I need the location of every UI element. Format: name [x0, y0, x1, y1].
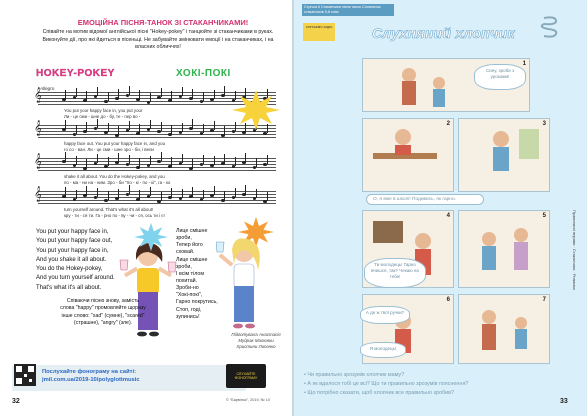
speech-bubble-1: Сину, зроби з уроками!: [474, 64, 526, 90]
page-title: ЕМОЦІЙНА ПІСНЯ-ТАНОК ЗІ СТАКАНЧИКАМИ!: [77, 18, 249, 27]
verse-line: Тепер його: [176, 242, 203, 249]
credits: Підготувала Анастасія Мудрак Малюнки Христини Лисенко: [231, 332, 281, 349]
comic-panel-7: [458, 294, 550, 364]
page-number-left: 32: [12, 398, 20, 405]
verse-line: сховай.: [176, 249, 195, 256]
treble-clef-icon: 𝄞: [34, 88, 42, 103]
side-strip-text: Правописні вправи · Стаканчики · Розмова: [572, 210, 577, 290]
boy-room-illustration: [459, 119, 549, 189]
lyrics-en: turn yourself around. That's what it's all about!: [64, 207, 154, 212]
speech-bubble-8: Я молодець!: [360, 342, 406, 358]
song-title-en: HOKEY-POKEY: [36, 68, 115, 79]
panel-number: 5: [542, 213, 546, 219]
verse-line: зупинись!: [176, 313, 200, 320]
verse-line: зроби,: [176, 263, 192, 270]
speech-bubble-7: А де ж твої ручки?: [360, 306, 410, 324]
verse-line: You put your happy face out,: [36, 238, 113, 245]
starburst-cyan: [134, 222, 168, 252]
verse-line: You put your happy face in,: [36, 229, 109, 235]
lyrics-ua: кру - ти - ся ти. Га - рно по - ву - чи - ся, ось ти і є!: [64, 212, 165, 218]
instruction-note: Співаючи пісню знову, замість слова "happy" промовляйте щоразу інше слово: "sad" (сумне), "scared" (страшне), "angry" (зле).: [60, 298, 146, 326]
lyrics-en: happy face out. You put your happy face in, and you: [64, 141, 166, 146]
verse-line: Лице смішне: [176, 228, 208, 234]
family-illustration: [459, 295, 549, 363]
audio-badge: СЛУХАЄМО АУДІО: [303, 23, 335, 41]
verse-line: You do the Hokey-pokey,: [36, 266, 103, 273]
verse-line: Гарно покрутись,: [176, 299, 218, 306]
comic-panel-5: [458, 210, 550, 288]
staff-lyrics: [64, 174, 276, 186]
comic-panel-3: [458, 118, 550, 192]
right-header-strip: Стрічка 6 Стаканчики пісня танок Словничок стаканчиків 5-й клас: [302, 4, 394, 16]
treble-clef-icon: 𝄞: [34, 121, 42, 136]
spring-logo-icon: [540, 14, 560, 42]
caption-panel-4: О, я вже в школі! Подивись, як гарно.: [366, 194, 484, 205]
spine: [292, 0, 294, 416]
question-3: • Що потрібно сказати, щоб хлопчик все правильно зробив?: [304, 390, 454, 396]
verse-line: Стоп, годі,: [176, 306, 202, 313]
boy-desk-illustration: [363, 119, 453, 189]
starburst-yellow: [232, 90, 280, 130]
verse-line: You put your happy face in,: [36, 247, 109, 254]
verse-line: зроби,: [176, 235, 192, 242]
intro-text: Співайте на мотив відомої англійської пісні "Hokey-pokey" і танцюйте зі стаканчиками в руках. Виконуйте дії, про які йдеться в пісеньці. Не забувайте змінювати емоції і на стаканчиках, і на власних обличчях!: [42, 29, 274, 51]
verse-line: І всім тілом: [176, 270, 204, 277]
lyrics-ua: Ли - це сми - шне до - бу, те - пер во -: [64, 113, 141, 119]
verse-line: And you turn yourself around.: [36, 275, 115, 282]
staff: [38, 158, 276, 172]
story-title: Слухняний хлопчик: [372, 25, 515, 41]
verse-en: [36, 228, 126, 293]
lyrics-en: shake it all about. You do the Hokey-pokey, and you: [64, 174, 165, 179]
verse-line: And you shake it all about.: [36, 256, 107, 263]
panel-number: 7: [542, 297, 546, 303]
phonogram-badge-label: СЛУХАЙТЕ ФОНОГРАМУ: [234, 372, 258, 381]
panel-number: 2: [446, 121, 450, 127]
tempo-marking: Allegro: [40, 86, 55, 91]
verse-line: Лице смішне: [176, 256, 208, 263]
panel-number: 4: [446, 213, 450, 219]
qr-code-icon[interactable]: [14, 364, 36, 386]
verse-line: That's what it's all about.: [36, 284, 102, 291]
verse-line: Зроби-но: [176, 285, 199, 292]
treble-clef-icon: 𝄞: [34, 187, 42, 202]
footer-link[interactable]: jmil.com.ua/2019-10/polyglottmusic: [42, 377, 140, 383]
footer-caption: Послухайте фонограму на сайті:: [42, 369, 137, 375]
question-1: • Чи правильно зрозумів хлопчик маму?: [304, 372, 405, 378]
staff-lyrics: [64, 141, 276, 153]
treble-clef-icon: 𝄞: [34, 154, 42, 169]
panel-number: 1: [522, 61, 526, 67]
mother-boy-illustration: [391, 61, 471, 112]
comic-panel-2: [362, 118, 454, 192]
lyrics-ua: по - ма - ни на - ним. Зро - би "Хо - кі - по - кі", га - ко: [64, 179, 171, 185]
page-number-right: 33: [560, 398, 568, 405]
verse-line: похитай.: [176, 277, 198, 284]
verse-line: "Хокі-покі",: [176, 292, 203, 299]
classroom-illustration: [459, 211, 549, 287]
panel-number: 6: [446, 297, 450, 303]
question-2: • А як вдалося тобі це всі? Що ти правильно зрозумів пояснення?: [304, 381, 469, 387]
girl-illustration-2: [216, 236, 272, 332]
copyright: © "Барвінок", 2019, № 10: [226, 398, 271, 402]
lyrics-en: You put your happy face in, you put your: [64, 108, 143, 113]
staff: [38, 191, 276, 205]
phonogram-badge: [226, 364, 266, 388]
song-title-ua: ХОКІ-ПОКІ: [176, 68, 231, 79]
lyrics-ua: го со - ван. Ли - це сми - шне зро - би, і вели: [64, 146, 154, 152]
panel-number: 3: [542, 121, 546, 127]
speech-bubble-5: Ти молодець! Гарно вчишся, так? Чекаю на тебе!: [364, 258, 426, 288]
